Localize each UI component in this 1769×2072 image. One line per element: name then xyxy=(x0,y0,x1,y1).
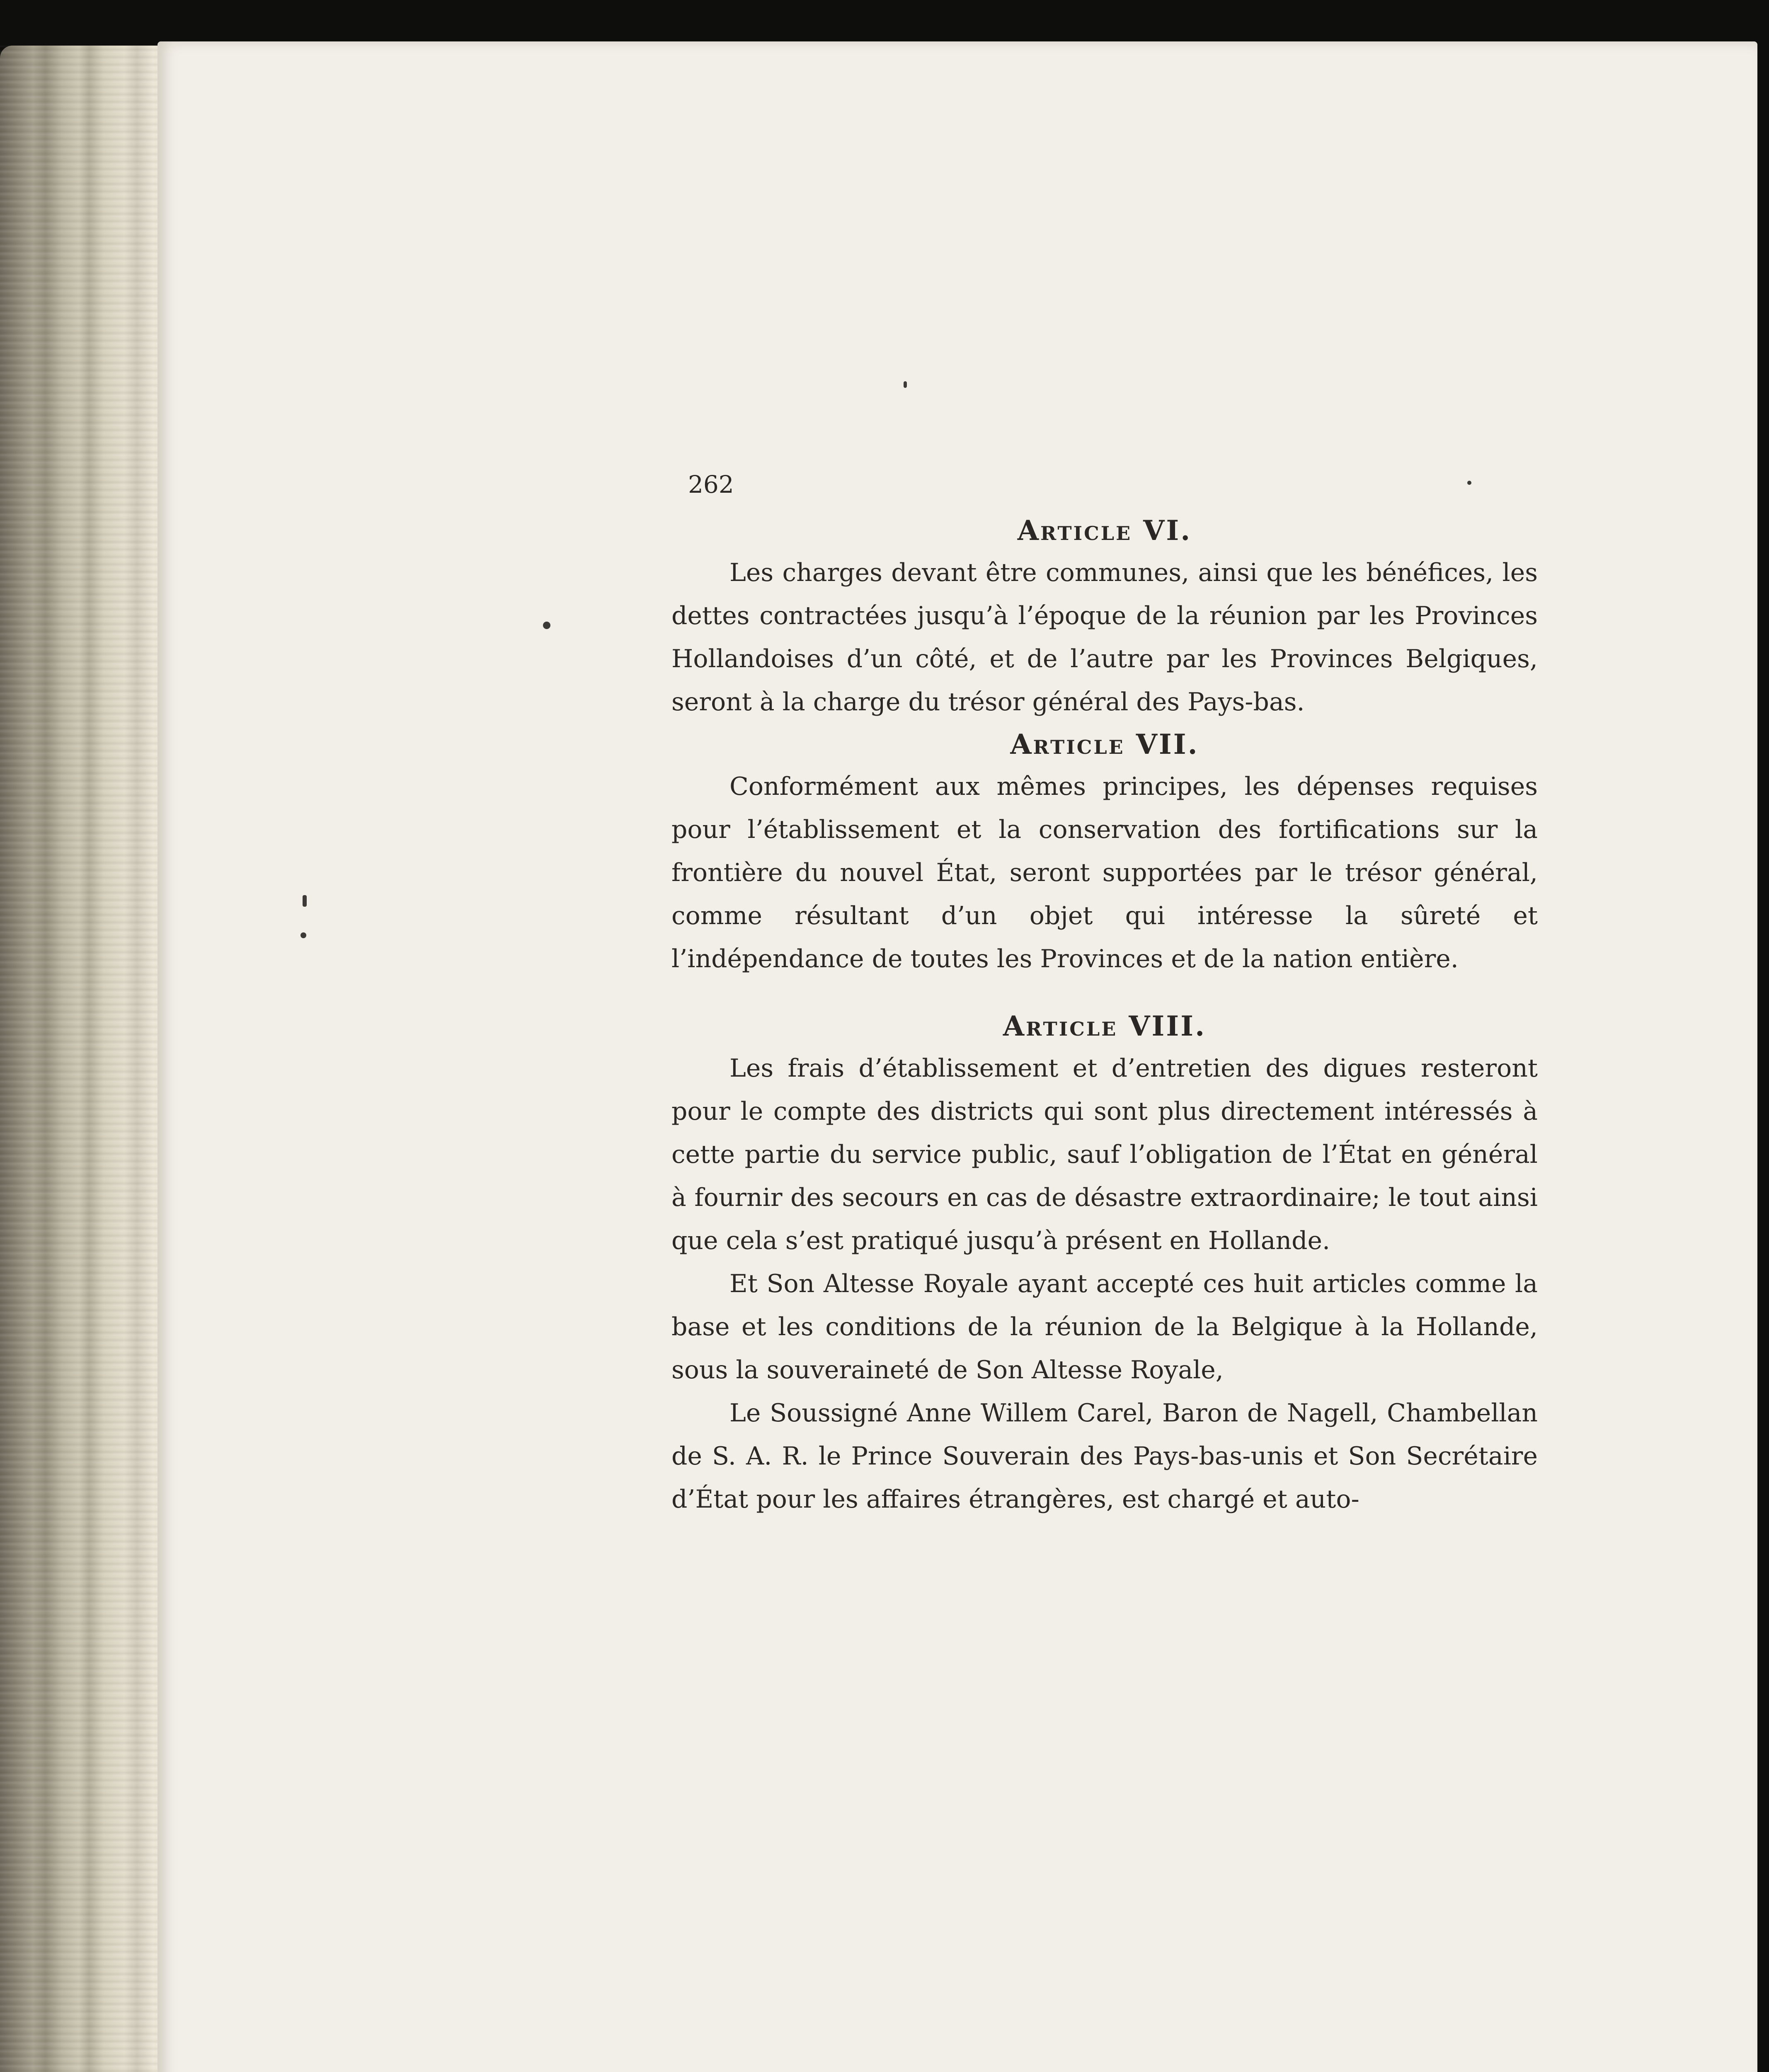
page-number: 262 xyxy=(688,470,734,499)
page-text xyxy=(671,468,1538,1521)
ink-speck xyxy=(904,381,907,388)
article-paragraph: Conformément aux mêmes principes, les dépenses requises pour l’établissement et la conservation des fortifications sur la frontière du nouvel État, seront supportées par le trésor général, comme résultant d’un objet qui intéresse la sûreté et l’indépendance de toutes les Provinces et de la nation entière. xyxy=(671,772,1538,973)
article-paragraph: Et Son Altesse Royale ayant accepté ces huit articles comme la base et les conditions de la réunion de la Belgique à la Hollande, sous la souveraineté de Son Altesse Royale, xyxy=(671,1269,1538,1385)
ink-speck xyxy=(303,895,307,907)
ink-speck xyxy=(543,622,550,629)
article-heading: Article VII. xyxy=(1010,728,1199,760)
article-paragraph: Les frais d’établissement et d’entretien des digues resteront pour le compte des districts qui sont plus directement intéressés à cette partie du service public, sauf l’obligation de l’État en général à fournir des secours en cas de désastre extraordinaire; le tout ainsi que cela s’est pratiqué jusqu’à présent en Hollande. xyxy=(671,1054,1538,1255)
article-heading: Article VI. xyxy=(1017,514,1192,547)
article-paragraph: Le Soussigné Anne Willem Carel, Baron de Nagell, Chambellan de S. A. R. le Prince Souverain des Pays-bas-unis et Son Secrétaire d’État pour les affaires étrangères, est chargé et auto- xyxy=(671,1399,1538,1514)
article-heading: Article VIII. xyxy=(1003,1010,1207,1042)
ink-speck xyxy=(300,932,306,938)
article-paragraph: Les charges devant être communes, ainsi que les bénéfices, les dettes contractées jusqu’à l’époque de la réunion par les Provinces Hollandoises d’un côté, et de l’autre par les Provinces Belgiques, seront à la charge du trésor général des Pays-bas. xyxy=(671,558,1538,716)
